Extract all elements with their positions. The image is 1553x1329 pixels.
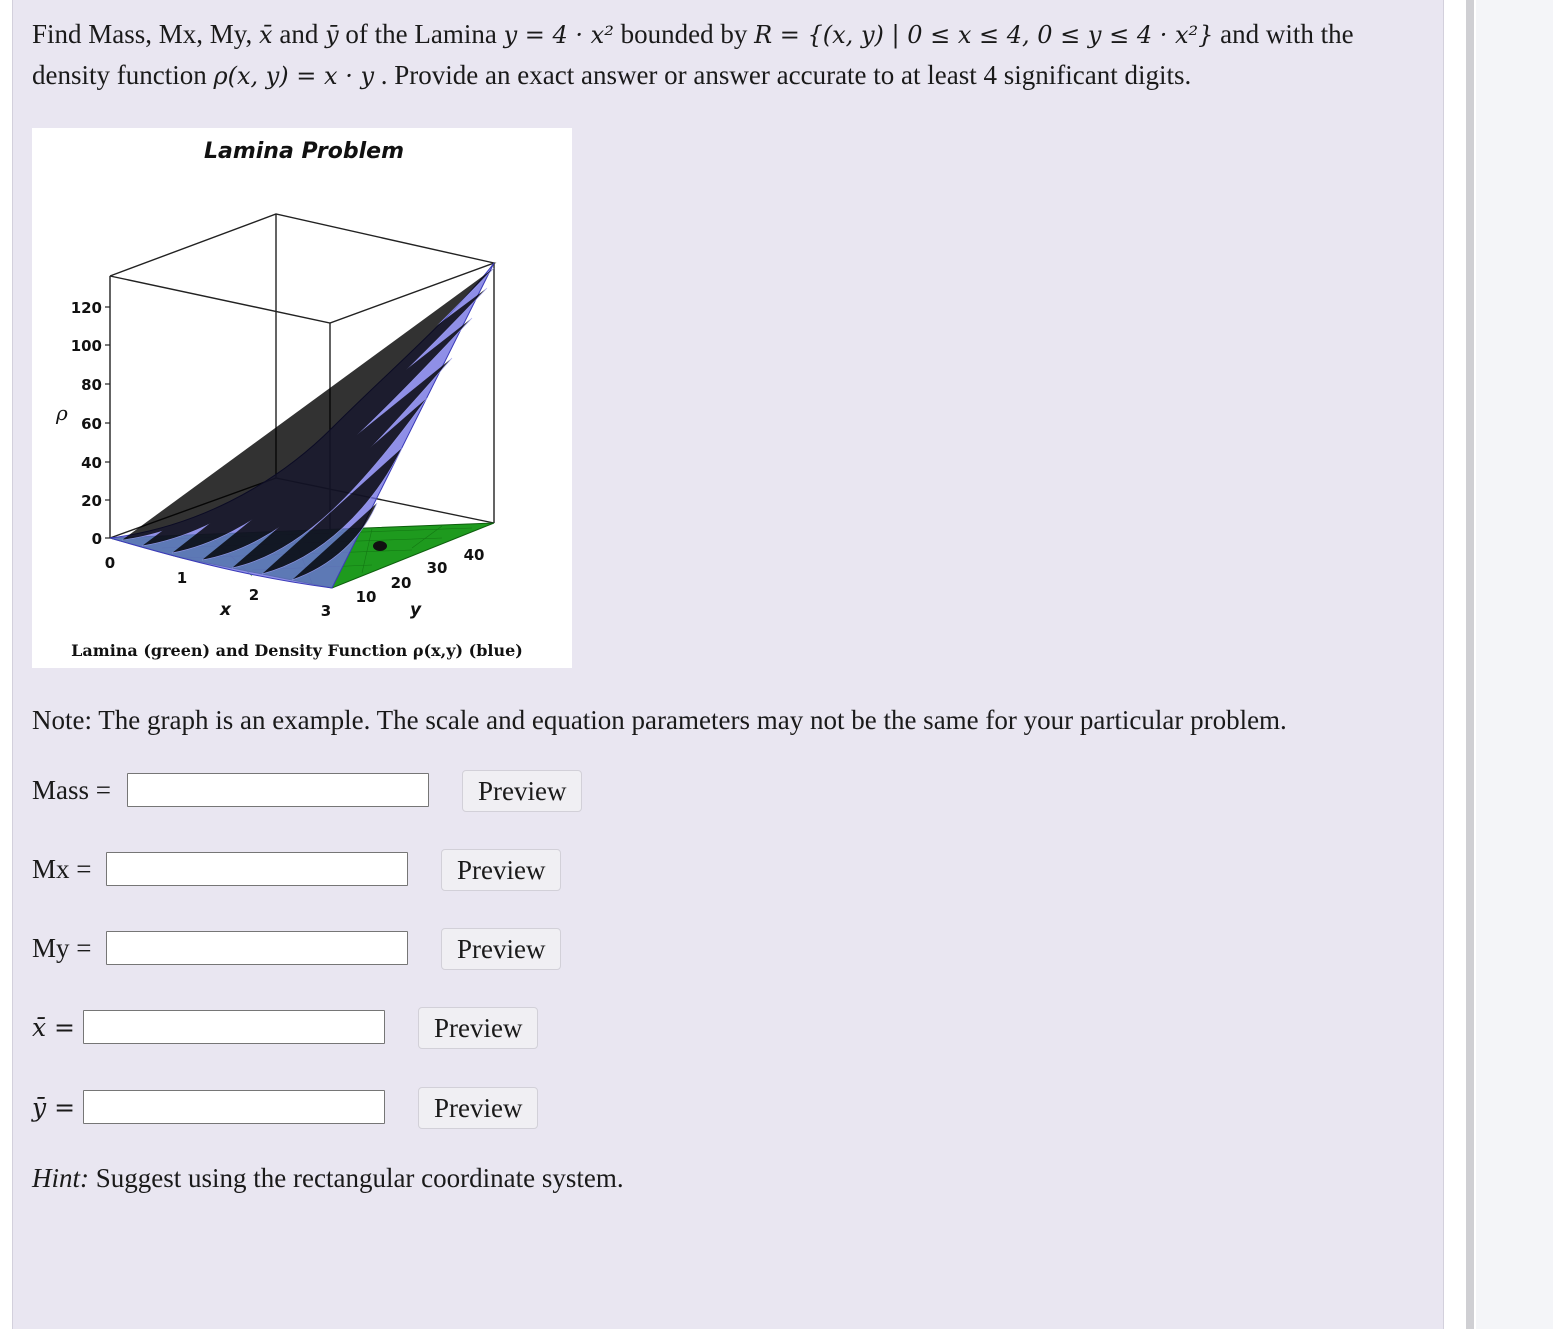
z-tick-label: 100 [70,337,102,355]
problem-statement [32,14,1402,96]
z-axis-label: ρ [56,401,68,425]
xbar-preview-button[interactable]: Preview [418,1007,538,1049]
mass-label: Mass = [32,775,111,805]
y-axis-label: y [410,600,422,620]
z-tick-label: 20 [81,492,102,510]
problem-text-2: of the Lamina [338,19,504,49]
region-equation: R = {(x, y) | 0 ≤ x ≤ 4, 0 ≤ y ≤ 4 · x²} [754,21,1214,49]
density-equation: ρ(x, y) = x · y [213,62,375,90]
surface-marker [373,541,387,551]
lamina-graph [32,128,572,668]
z-tick-label: 0 [91,530,102,548]
ybar-label [32,1089,75,1126]
z-tick-label: 40 [81,454,102,472]
x-tick-label: 0 [104,554,116,572]
ybar-input[interactable] [83,1090,385,1124]
hint-prefix: Hint: [32,1163,89,1193]
x-tick-label: 2 [248,586,260,604]
z-axis-ticks [105,307,110,538]
x-tick-label: 3 [320,602,332,620]
x-tick-label: 1 [176,569,188,587]
curve-equation: y = 4 · x² [503,21,614,49]
problem-text-5: . Provide an exact answer or answer accurate to at least 4 significant digits. [374,60,1192,90]
my-input[interactable] [106,931,408,965]
z-axis-tick-labels [71,299,102,548]
problem-and-text: and [272,19,326,49]
xbar-label [32,1009,75,1046]
graph-note: Note: The graph is an example. The scale and equation parameters may not be the same for your particular problem. [32,705,1287,735]
graph-caption: Lamina (green) and Density Function ρ(x,y) (blue) [71,641,523,660]
side-margin [1476,0,1553,1329]
y-tick-label: 30 [426,559,448,577]
graph-title: Lamina Problem [203,139,405,164]
x-axis-label: x [220,600,231,620]
y-tick-label: 20 [390,574,412,592]
mass-input[interactable] [127,773,429,807]
z-tick-label: 120 [70,299,102,317]
xbar-symbol: x̄ [259,21,273,49]
y-tick-label: 40 [463,546,485,564]
mass-preview-button[interactable]: Preview [462,770,582,812]
hint-text: Suggest using the rectangular coordinate system. [89,1163,624,1193]
lamina-graph-svg [32,128,572,668]
mx-label: Mx = [32,854,92,884]
my-label: My = [32,933,92,963]
problem-text-4: and with the density function [32,19,1354,90]
xbar-label-text: x̄ = [32,1013,75,1042]
ybar-label-text: ȳ = [32,1093,76,1122]
xbar-input[interactable] [83,1010,385,1044]
problem-text-1: Find Mass, Mx, My, [32,19,260,49]
scrollbar-track[interactable] [1466,0,1474,1329]
hint [32,1160,624,1196]
problem-text-3: bounded by [613,19,755,49]
mx-preview-button[interactable]: Preview [441,849,561,891]
mx-input[interactable] [106,852,408,886]
z-tick-label: 80 [81,376,102,394]
ybar-preview-button[interactable]: Preview [418,1087,538,1129]
ybar-symbol: ȳ [325,21,339,49]
my-preview-button[interactable]: Preview [441,928,561,970]
z-tick-label: 60 [81,415,102,433]
y-tick-label: 10 [355,588,377,606]
